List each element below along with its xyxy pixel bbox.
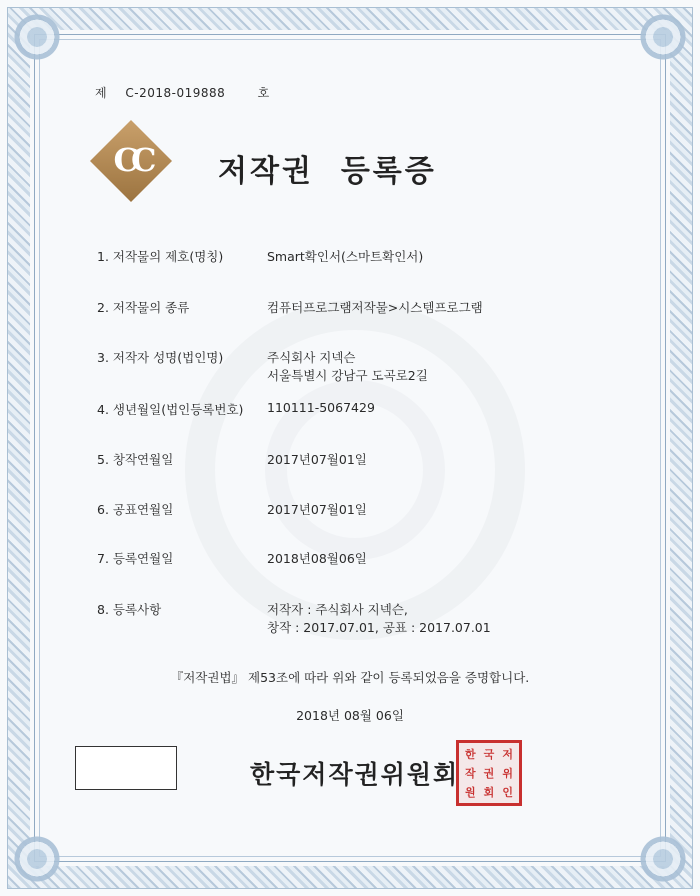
item-value: 2017년07월01일 [267, 452, 367, 467]
corner-ornament [2, 2, 72, 72]
item-label: 1. 저작물의 제호(명칭) [97, 249, 224, 264]
item-value: 2018년08월06일 [267, 551, 367, 566]
seal-char: 권 [483, 766, 495, 780]
corner-ornament [2, 824, 72, 894]
registration-prefix: 제 [95, 86, 108, 100]
item-value: 주식회사 지넥슨 [267, 350, 356, 365]
page-title: 저작권 등록증 [218, 154, 437, 189]
item-label: 3. 저작자 성명(법인명) [97, 350, 224, 365]
seal-char: 위 [502, 766, 513, 780]
item-label: 5. 창작연월일 [97, 452, 174, 467]
item-value: 110111-5067429 [267, 400, 375, 415]
certification-statement: 『저작권법』 제53조에 따라 위와 같이 등록되었음을 증명합니다. [170, 670, 530, 685]
item-value: 저작자 : 주식회사 지넥슨, [267, 602, 408, 617]
seal-char: 한 [465, 748, 476, 762]
copyright-logo-text: CC [113, 141, 149, 179]
issue-date: 2018년 08월 06일 [296, 708, 404, 723]
seal-char: 국 [483, 748, 495, 762]
corner-ornament [628, 2, 698, 72]
seal-char: 작 [465, 766, 476, 780]
seal-char: 회 [483, 785, 495, 799]
corner-ornament [628, 824, 698, 894]
registration-number [95, 84, 284, 101]
blank-box [75, 746, 177, 790]
item-value: 2017년07월01일 [267, 502, 367, 517]
registration-suffix: 호 [257, 86, 270, 100]
item-value-address: 서울특별시 강남구 도곡로2길 [267, 368, 428, 383]
issuing-organization: 한국저작권위원회 [250, 760, 460, 789]
item-label: 8. 등록사항 [97, 602, 162, 617]
item-value-dates: 창작 : 2017.07.01, 공표 : 2017.07.01 [267, 620, 491, 635]
seal-char: 인 [502, 785, 513, 799]
item-label: 6. 공표연월일 [97, 502, 174, 517]
item-label: 2. 저작물의 종류 [97, 300, 190, 315]
item-value: Smart확인서(스마트확인서) [267, 249, 424, 264]
item-label: 4. 생년월일(법인등록번호) [97, 402, 244, 417]
official-seal-stamp [456, 740, 522, 806]
item-value: 컴퓨터프로그램저작물>시스템프로그램 [267, 300, 483, 315]
seal-char: 저 [502, 748, 513, 762]
registration-code: C-2018-019888 [125, 86, 226, 100]
item-label: 7. 등록연월일 [97, 551, 174, 566]
seal-char: 원 [465, 785, 476, 799]
